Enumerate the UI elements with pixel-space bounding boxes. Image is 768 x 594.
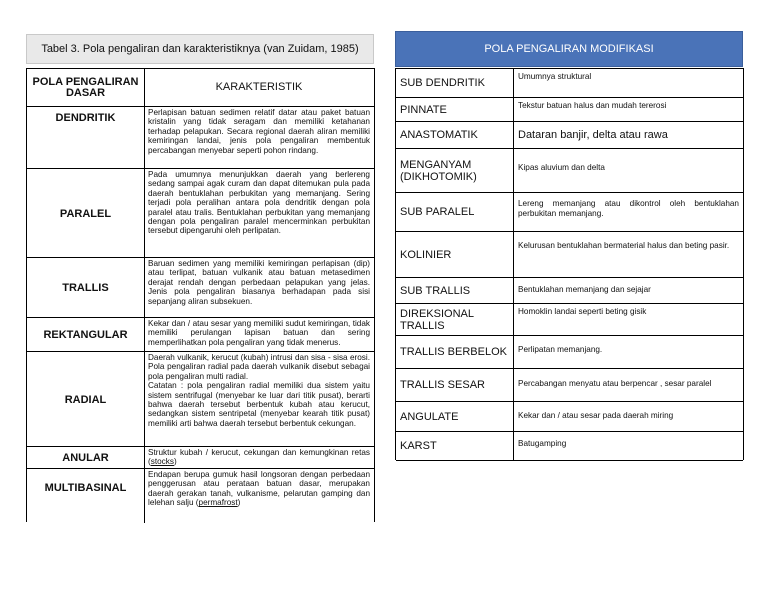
left-table-caption: Tabel 3. Pola pengaliran dan karakteristiknya (van Zuidam, 1985) (26, 34, 374, 64)
table-row (27, 447, 374, 469)
row-desc-karst: Batugamping (518, 439, 567, 448)
radial-desc-main: Daerah vulkanik, kerucut (kubah) intrusi dan sisa - sisa erosi. Pola pengaliran radial pada daerah vulkanik disebut sebagai pola pengaliran multi radial. (148, 353, 370, 381)
row-name-trallis-berbelok: TRALLIS BERBELOK (396, 336, 514, 368)
row-name-trallis-sesar: TRALLIS SESAR (396, 369, 514, 401)
row-desc-radial (145, 352, 374, 446)
table-row (27, 169, 374, 258)
table-row (396, 193, 743, 232)
row-name-paralel: PARALEL (27, 169, 145, 257)
row-name-direksional-trallis: DIREKSIONAL TRALLIS (396, 304, 514, 335)
row-name-pinnate: PINNATE (396, 98, 514, 121)
table-row (27, 318, 374, 352)
row-desc-trallis: Baruan sedimen yang memiliki kemiringan perlapisan (dip) atau terlipat, batuan vulkanik atau batuan metasedimen derajat rendah dengan perbedaan pelapukan yang jelas. Jenis pola pengaliran biasanya berhadapan pada sisi sepanjang aliran subsekuen. (148, 259, 370, 306)
row-desc-trallis-sesar: Percabangan menyatu atau berpencar , sesar paralel (518, 379, 712, 388)
table-row (396, 304, 743, 336)
table-row (27, 469, 374, 523)
row-name-sub-paralel: SUB PARALEL (396, 193, 514, 231)
table-row (396, 149, 743, 193)
row-desc-anastomatik: Dataran banjir, delta atau rawa (518, 129, 668, 141)
table-row (27, 107, 374, 169)
row-name-kolinier: KOLINIER (396, 232, 514, 277)
row-name-sub-trallis: SUB TRALLIS (396, 278, 514, 303)
row-name-dendritik: DENDRITIK (27, 107, 145, 168)
right-table-header: POLA PENGALIRAN MODIFIKASI (395, 31, 743, 67)
table-row (396, 278, 743, 304)
row-name-angulate: ANGULATE (396, 402, 514, 431)
row-desc-anular (145, 447, 374, 468)
multibasinal-desc-end: ) (237, 498, 241, 508)
row-desc-sub-trallis: Bentuklahan memanjang dan sejajar (518, 285, 651, 294)
multibasinal-desc-underlined: permafrost (198, 498, 238, 508)
row-desc-rektangular: Kekar dan / atau sesar yang memiliki sudut kemiringan, tidak memiliki perulangan lapisan batuan dan sering memperlihatkan pola pengaliran yang tidak menerus. (148, 319, 370, 347)
row-name-anastomatik: ANASTOMATIK (396, 122, 514, 148)
row-name-karst: KARST (396, 432, 514, 460)
row-name-menganyam: MENGANYAM (DIKHOTOMIK) (396, 149, 514, 192)
left-table (26, 68, 375, 522)
row-name-rektangular: REKTANGULAR (27, 318, 145, 351)
row-desc-menganyam: Kipas aluvium dan delta (518, 163, 605, 172)
anular-desc-underlined: stocks (150, 457, 174, 467)
table-row (396, 98, 743, 122)
radial-desc-note: Catatan : pola pengaliran radial memiliki dua sistem yaitu sistem sentrifugal (menyebar ke luar dari titik pusat), berarti bahwa daerah tersebut berbentuk kubah atau kerucut, sedangkan sistem sentripetal (menyebar kearah titik pusat) memiliki arti bahwa daerah tersebut berbentuk cekungan. (148, 381, 370, 428)
row-desc-direksional-trallis: Homoklin landai seperti beting gisik (518, 307, 647, 316)
row-desc-sub-dendritik: Umumnya struktural (518, 72, 592, 81)
table-row (396, 402, 743, 432)
row-desc-dendritik: Perlapisan batuan sedimen relatif datar atau paket batuan kristalin yang tidak seragam dan memiliki ketahanan terhadap pelapukan. Secara regional daerah aliran memiliki kemiringan landai, jenis pola pengaliran membentuk percabangan menyebar seperti pohon rindang. (148, 108, 370, 155)
multibasinal-desc-text: Endapan berupa gumuk hasil longsoran dengan perbedaan penggerusan atau perataan batuan dasar, merupakan daerah gerakan tanah, vulkanisme, pelarutan gamping dan lelehan salju ( (148, 470, 370, 508)
row-name-trallis: TRALLIS (27, 258, 145, 317)
anular-desc-end: ) (173, 457, 177, 467)
header-karakteristik: KARAKTERISTIK (215, 81, 303, 94)
right-table (395, 68, 744, 460)
anular-desc-text: Struktur kubah / kerucut, cekungan dan kemungkinan retas ( (148, 448, 370, 467)
row-desc-paralel: Pada umumnya menunjukkan daerah yang berlereng sedang sampai agak curam dan dapat ditemukan pula pada daerah bentuklahan perbukitan yang memanjang. Sering terjadi pola peralihan antara pola dendritik dengan pola paralel atau tralis. Bentuklahan perbukitan yang memanjang dengan pola pengaliran paralel mencerminkan perbukitan tersebut dipengaruhi oleh perlipatan. (148, 170, 370, 236)
table-row (27, 352, 374, 447)
row-desc-multibasinal (145, 469, 374, 523)
row-name-multibasinal: MULTIBASINAL (27, 469, 145, 523)
row-desc-pinnate: Tekstur batuan halus dan mudah tererosi (518, 101, 667, 110)
table-row (396, 369, 743, 402)
table-row (396, 122, 743, 149)
row-name-sub-dendritik: SUB DENDRITIK (396, 69, 514, 97)
table-row (396, 232, 743, 278)
table-row (396, 69, 743, 98)
row-desc-sub-paralel: Lereng memanjang atau dikontrol oleh bentuklahan perbukitan memanjang. (518, 199, 739, 218)
table-row (27, 258, 374, 318)
row-name-anular: ANULAR (27, 447, 145, 468)
row-desc-kolinier: Kelurusan bentuklahan bermaterial halus dan beting pasir. (518, 241, 730, 250)
row-desc-angulate: Kekar dan / atau sesar pada daerah miring (518, 411, 674, 420)
row-name-radial: RADIAL (27, 352, 145, 446)
header-pola-pengaliran-dasar: POLA PENGALIRAN DASAR (27, 69, 145, 106)
left-table-header (27, 69, 374, 107)
table-row (396, 336, 743, 369)
table-row (396, 432, 743, 461)
row-desc-trallis-berbelok: Perlipatan memanjang. (518, 345, 603, 354)
